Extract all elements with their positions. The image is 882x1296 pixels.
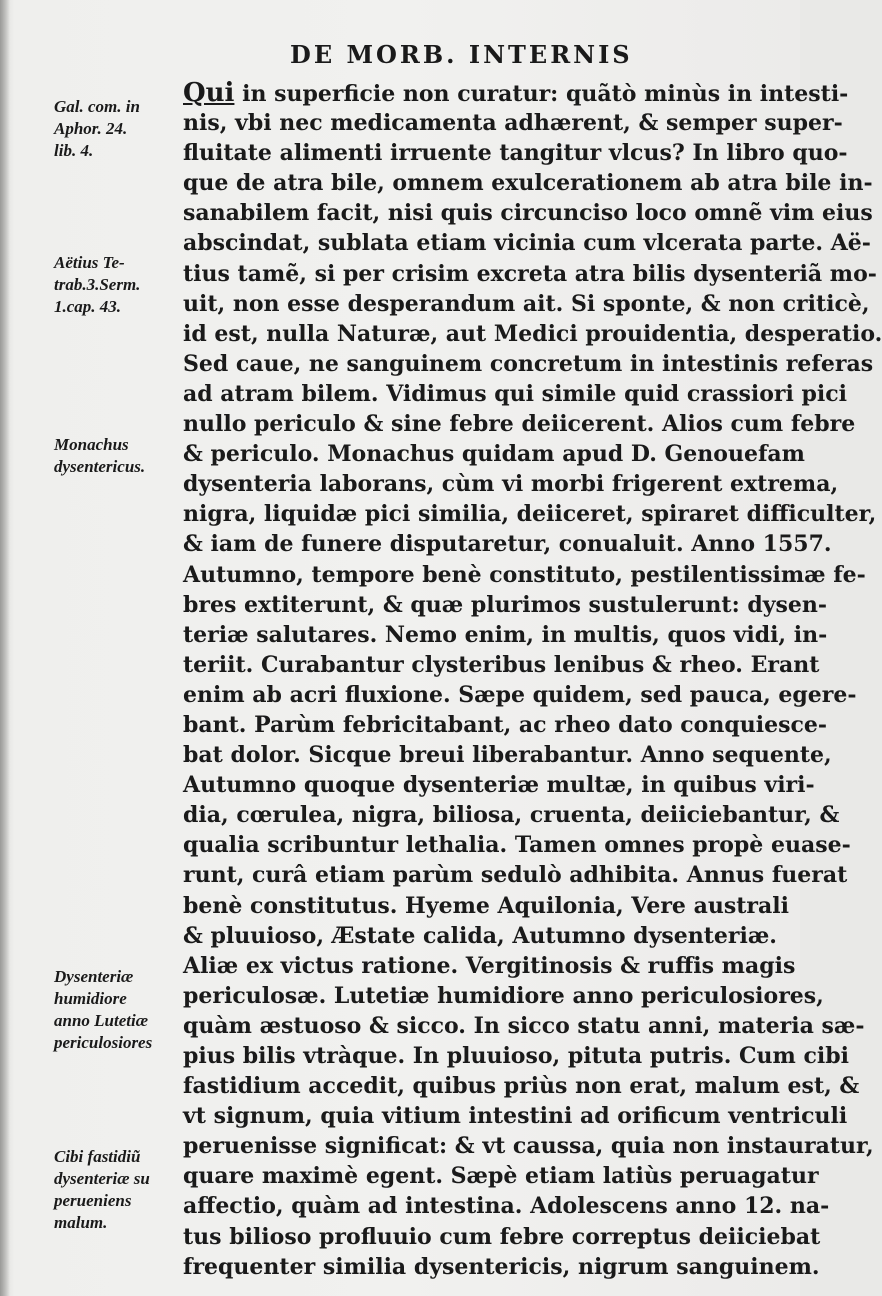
text-line: affectio, quàm ad intestina. Adolescens anno 12. na- <box>183 1193 830 1220</box>
text-line: Sed caue, ne sanguinem concretum in intestinis referas <box>183 350 874 377</box>
text-line: bres extiterunt, & quæ plurimos sustulerunt: dysen- <box>183 591 828 618</box>
margin-note-galen <box>54 96 184 162</box>
text-line: peruenisse significat: & vt caussa, quia non instauratur, <box>183 1133 874 1160</box>
margin-note-cibi-fastidium <box>54 1146 184 1234</box>
text-line <box>183 78 849 108</box>
text-line: tus bilioso profluuio cum febre correptus deiiciebat <box>183 1223 821 1250</box>
text-line: ad atram bilem. Vidimus qui simile quid crassiori pici <box>183 380 847 407</box>
text-line: dia, cœrulea, nigra, biliosa, cruenta, deiiciebantur, & <box>183 802 840 829</box>
text-line: qualia scribuntur lethalia. Tamen omnes propè euase- <box>183 832 851 859</box>
margin-note-dysenteriae <box>54 966 184 1054</box>
text-line: runt, curâ etiam parùm sedulò adhibita. Annus fuerat <box>183 862 848 889</box>
margin-note-line: malum. <box>54 1213 108 1232</box>
margin-note-line: Aphor. 24. <box>54 119 128 138</box>
margin-note-line: dysentericus. <box>54 457 146 476</box>
text-line: & periculo. Monachus quidam apud D. Genouefam <box>183 441 805 468</box>
text-line: dysenteria laborans, cùm vi morbi frigerent extrema, <box>183 471 839 498</box>
text-line: bant. Parùm febricitabant, ac rheo dato conquiesce- <box>183 711 827 738</box>
margin-note-line: dysenteriæ su <box>54 1169 150 1188</box>
text-line: pius bilis vtràque. In pluuioso, pituta putris. Cum cibi <box>183 1043 849 1069</box>
margin-note-line: Cibi fastidiũ <box>54 1147 141 1166</box>
margin-note-line: Aëtius Te- <box>54 253 125 272</box>
margin-note-line: 1.cap. 43. <box>54 297 122 316</box>
text-line: vt signum, quia vitium intestini ad orificum ventriculi <box>183 1103 848 1130</box>
text-line: & iam de funere disputaretur, conualuit. Anno 1557. <box>183 531 832 558</box>
text-line: enim ab acri fluxione. Sæpe quidem, sed pauca, egere- <box>183 681 857 708</box>
text-line: nis, vbi nec medicamenta adhærent, & semper super- <box>183 110 843 137</box>
text-line: frequenter similia dysentericis, nigrum sanguinem. <box>183 1253 820 1280</box>
text-line: quare maximè egent. Sæpè etiam latiùs peruagatur <box>183 1163 819 1190</box>
margin-note-line: Gal. com. in <box>54 97 140 116</box>
text-line: benè constitutus. Hyeme Aquilonia, Vere australi <box>183 892 789 919</box>
text-line: abscindat, sublata etiam vicinia cum vlcerata parte. Aë- <box>183 230 871 257</box>
margin-note-aetius <box>54 252 184 318</box>
margin-note-line: lib. 4. <box>54 141 94 160</box>
text-line: Autumno, tempore benè constituto, pestilentissimæ fe- <box>183 561 866 588</box>
text-line: sanabilem facit, nisi quis circunciso loco omnẽ vim eius <box>183 200 873 227</box>
text-line: fastidium accedit, quibus priùs non erat, malum est, & <box>183 1073 860 1100</box>
text-line: uit, non esse desperandum ait. Si sponte, & non criticè, <box>183 290 870 317</box>
text-line: Autumno quoque dysenteriæ multæ, in quibus viri- <box>183 772 815 799</box>
margin-note-line: trab.3.Serm. <box>54 275 141 294</box>
body-text <box>183 78 882 1282</box>
text-line: teriit. Curabantur clysteribus lenibus & rheo. Erant <box>183 651 820 678</box>
running-header: DE MORB. INTERNIS <box>290 40 633 69</box>
margin-note-line: Dysenteriæ <box>54 967 134 986</box>
text-line: teriæ salutares. Nemo enim, in multis, quos vidi, in- <box>183 621 828 648</box>
text-line: fluitate alimenti irruente tangitur vlcus? In libro quo- <box>183 140 848 167</box>
margin-note-line: Monachus <box>54 435 129 454</box>
text-line: periculosæ. Lutetiæ humidiore anno periculosiores, <box>183 982 824 1009</box>
margin-note-line: perueniens <box>54 1191 132 1210</box>
text-line: que de atra bile, omnem exulcerationem ab atra bile in- <box>183 170 873 197</box>
margin-note-line: anno Lutetiæ <box>54 1011 148 1030</box>
margin-note-monachus <box>54 434 184 478</box>
text-line-rest: in superficie non curatur: quãtò minùs in intesti- <box>234 81 849 107</box>
text-line: bat dolor. Sicque breui liberabantur. Anno sequente, <box>183 742 832 769</box>
initial-word: Qui <box>183 78 235 108</box>
text-line: tius tamẽ, si per crisim excreta atra bilis dysenteriã mo- <box>183 260 877 287</box>
margin-note-line: humidiore <box>54 989 127 1008</box>
text-line: quàm æstuoso & sicco. In sicco statu anni, materia sæ- <box>183 1012 865 1039</box>
text-line: & pluuioso, Æstate calida, Autumno dysenteriæ. <box>183 922 777 949</box>
text-line: Aliæ ex victus ratione. Vergitinosis & ruffis magis <box>183 952 796 979</box>
text-line: nullo periculo & sine febre deiicerent. Alios cum febre <box>183 411 856 438</box>
text-line: nigra, liquidæ pici similia, deiiceret, spiraret difficulter, <box>183 501 877 528</box>
margin-note-line: periculosiores <box>54 1033 153 1052</box>
page-gutter-shadow <box>0 0 10 1296</box>
text-line: id est, nulla Naturæ, aut Medici prouidentia, desperatio. <box>183 320 882 347</box>
